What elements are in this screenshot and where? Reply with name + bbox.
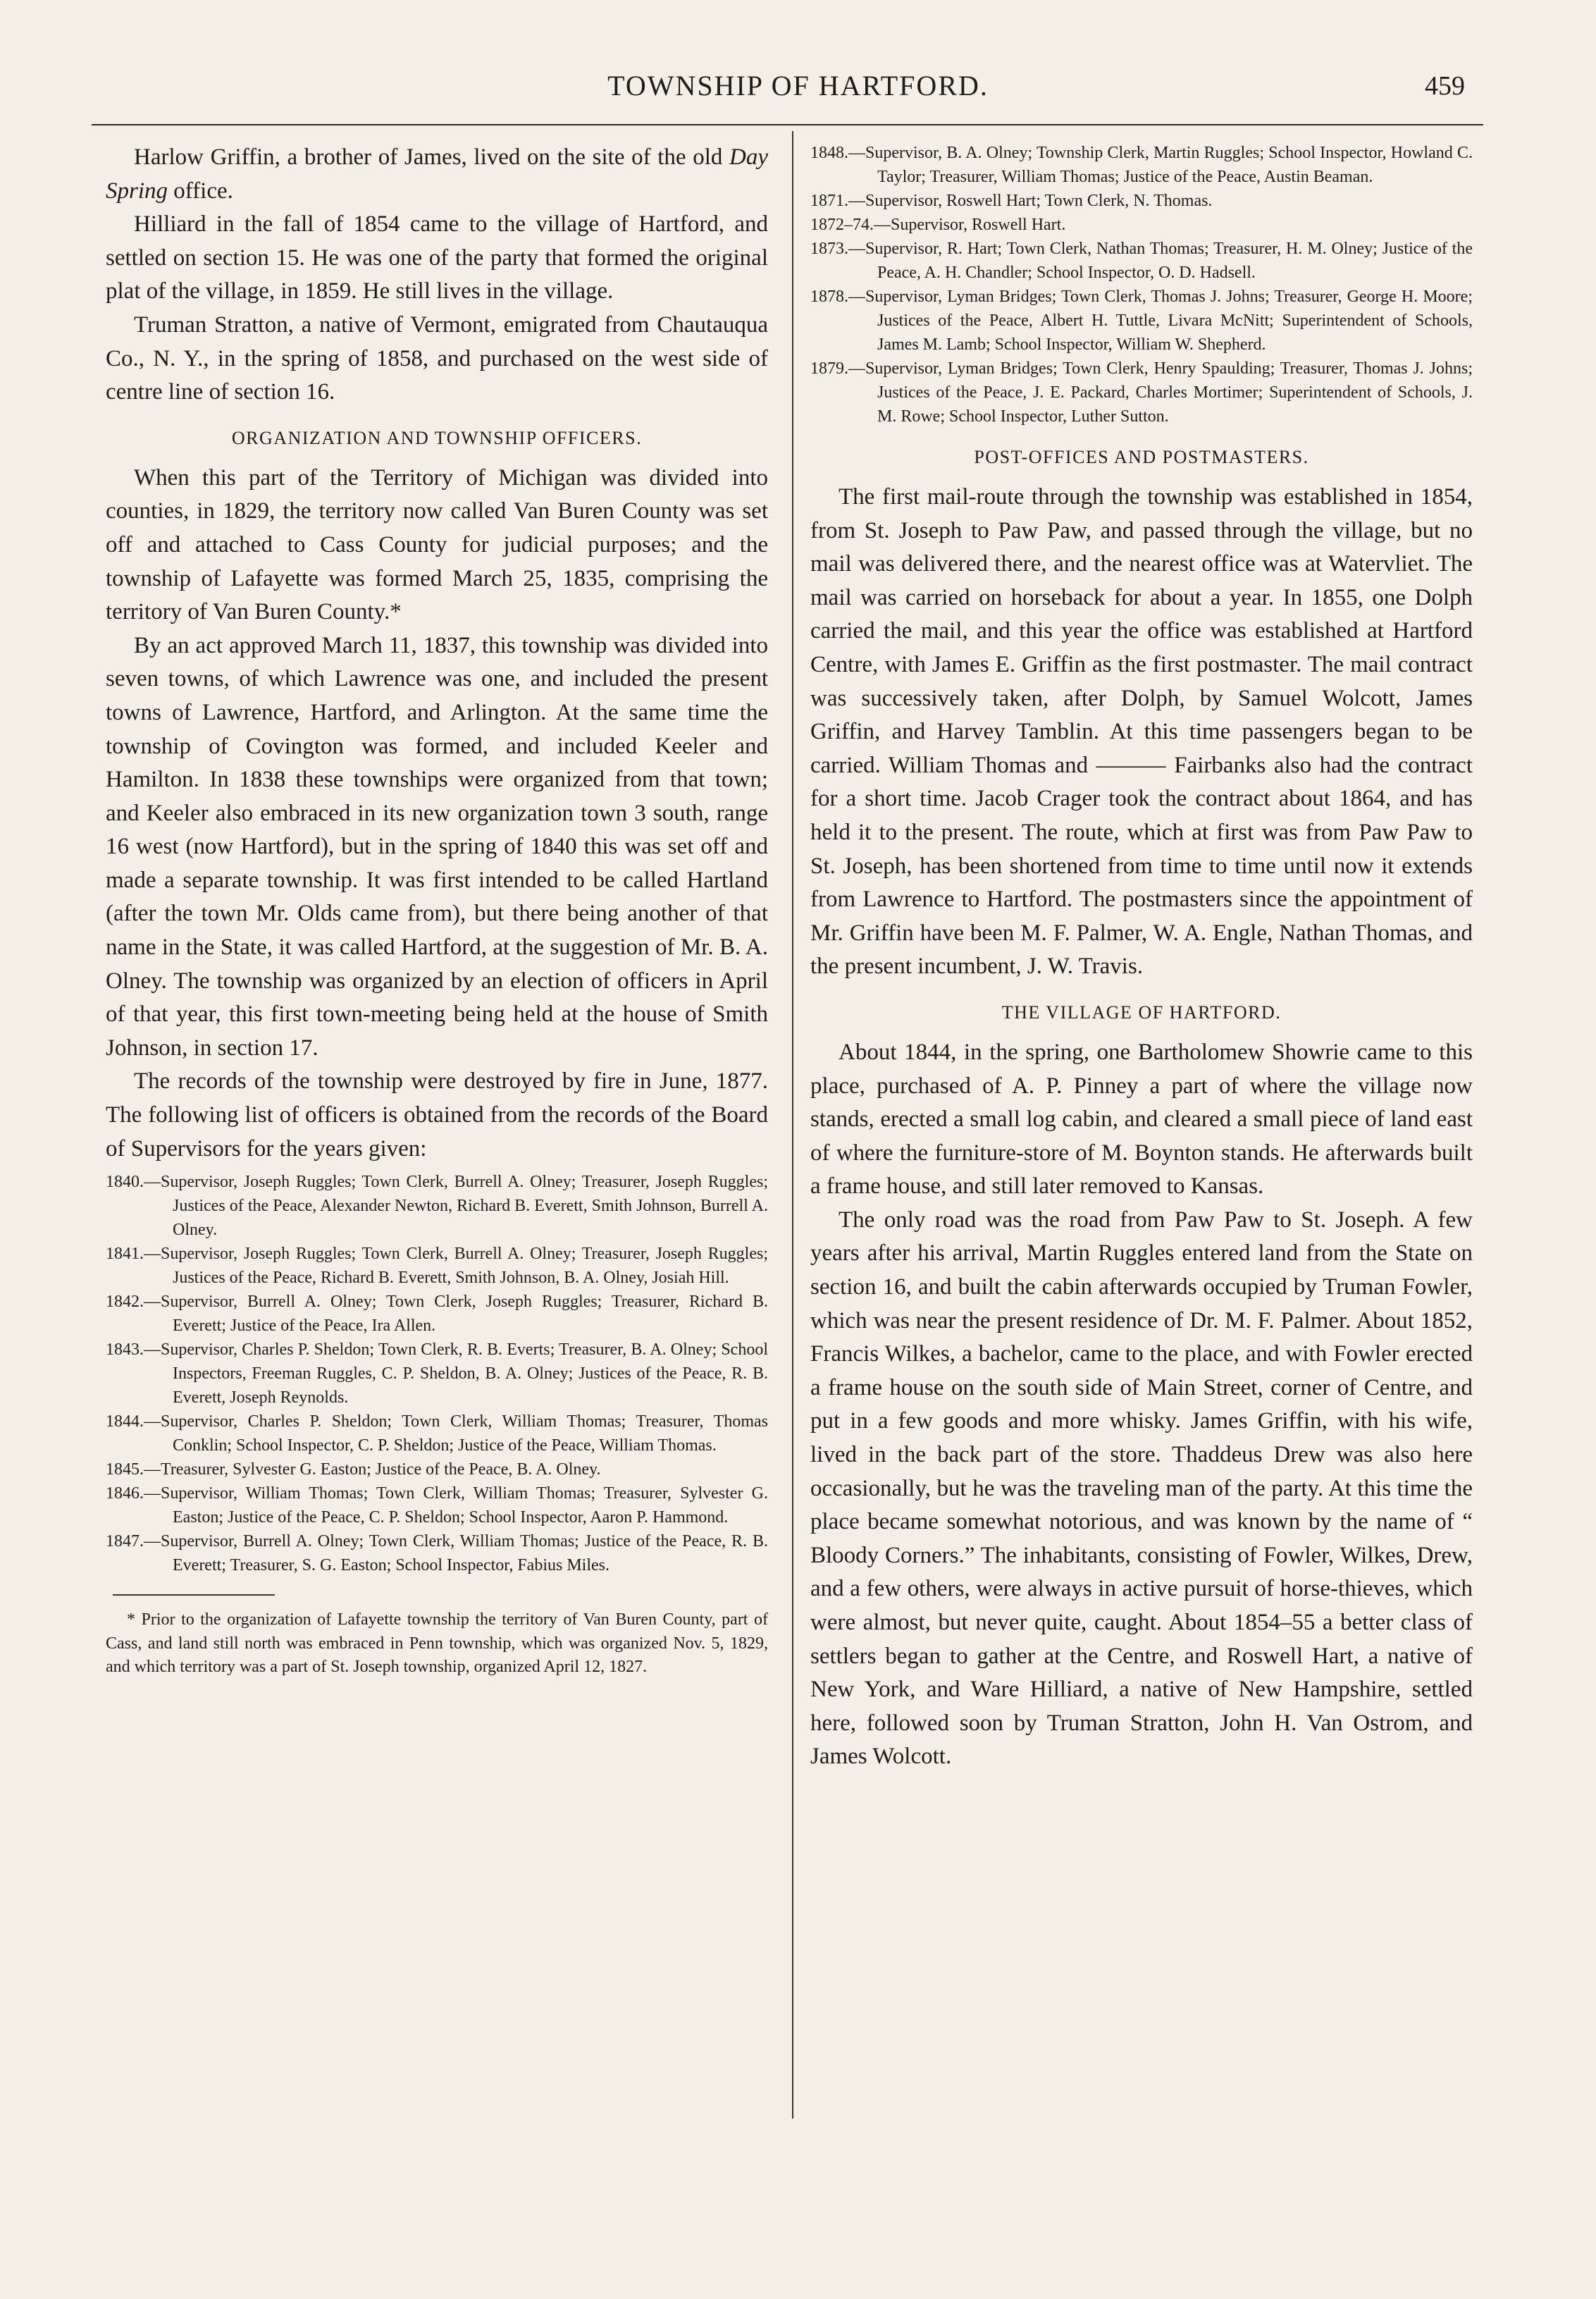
officer-entry-1848: 1848.—Supervisor, B. A. Olney; Township Clerk, Martin Ruggles; School Inspector, Howland C. Taylor; Treasurer, William Thomas; Justice of the Peace, Austin Beaman.	[810, 144, 1473, 186]
paragraph-territory: When this part of the Territory of Michigan was divided into counties, in 1829, the territory now called Van Buren County was set off and attached to Cass County for judicial purposes; and the township of Lafayette was formed March 25, 1835, comprising the territory of Van Buren County.*	[106, 464, 768, 625]
officer-entry-1871: 1871.—Supervisor, Roswell Hart; Town Clerk, N. Thomas.	[810, 192, 1213, 210]
paragraph-mail-route: The first mail-route through the township was established in 1854, from St. Joseph to Paw Paw, and passed through the village, but no mail was delivered there, and the nearest office was at Watervliet. The mail was carried on horseback for about a year. In 1855, one Dolph carried the mail, and this year the office was established at Hartford Centre, with James E. Griffin as the first postmaster. The mail contract was successively taken, after Dolph, by Samuel Wolcott, James Griffin, and Harvey Tamblin. At this time passengers began to be carried. William Thomas and ——— Fairbanks also had the contract for a short time. Jacob Crager took the contract about 1864, and has held it to the present. The route, which at first was from Paw Paw to St. Joseph, has been shortened from time to time until now it extends from Lawrence to Hartford. The postmasters since the appointment of Mr. Griffin have been M. F. Palmer, W. A. Engle, Nathan Thomas, and the present incumbent, J. W. Travis.	[810, 484, 1473, 980]
officer-entry-1844: 1844.—Supervisor, Charles P. Sheldon; Town Clerk, William Thomas; Treasurer, Thomas Conklin; School Inspector, C. P. Sheldon; Justice of the Peace, William Thomas.	[106, 1412, 768, 1455]
footnote-rule	[113, 1594, 275, 1596]
paragraph-hilliard: Hilliard in the fall of 1854 came to the village of Hartford, and settled on section 15. He was one of the party that formed the original plat of the village, in 1859. He still lives in the village.	[106, 211, 768, 304]
officers-list-left	[106, 1170, 768, 1577]
page-number: 459	[1425, 71, 1465, 101]
text-run: Harlow Griffin, a brother of James, lived on the site of the old	[134, 144, 730, 170]
paragraph-harlow-griffin	[106, 141, 768, 208]
column-divider	[792, 131, 793, 2119]
officer-entry-1846: 1846.—Supervisor, William Thomas; Town Clerk, William Thomas; Treasurer, Sylvester G. Easton; Justice of the Peace, C. P. Sheldon; School Inspector, Aaron P. Hammond.	[106, 1484, 768, 1527]
officer-entry-1845: 1845.—Treasurer, Sylvester G. Easton; Justice of the Peace, B. A. Olney.	[106, 1460, 601, 1479]
officer-entry-1847: 1847.—Supervisor, Burrell A. Olney; Town Clerk, William Thomas; Justice of the Peace, R. B. Everett; Treasurer, S. G. Easton; School Inspector, Fabius Miles.	[106, 1532, 768, 1575]
officers-list-right	[810, 141, 1473, 429]
paragraph-truman-stratton: Truman Stratton, a native of Vermont, emigrated from Chautauqua Co., N. Y., in the spring of 1858, and purchased on the west side of centre line of section 16.	[106, 312, 768, 405]
section-heading-post-offices: POST-OFFICES AND POSTMASTERS.	[974, 447, 1309, 467]
running-title: TOWNSHIP OF HARTFORD.	[607, 70, 989, 101]
paragraph-showrie: About 1844, in the spring, one Bartholomew Showrie came to this place, purchased of A. P. Pinney a part of where the village now stands, erected a small log cabin, and cleared a small piece of land east of where the furniture-store of M. Boynton stands. He afterwards built a frame house, and still later removed to Kansas.	[810, 1039, 1473, 1200]
officer-entry-1843: 1843.—Supervisor, Charles P. Sheldon; Town Clerk, R. B. Everts; Treasurer, B. A. Olney; School Inspectors, Freeman Ruggles, C. P. Sheldon, B. A. Olney; Justices of the Peace, R. B. Everett, Joseph Reynolds.	[106, 1340, 768, 1407]
paragraph-records: The records of the township were destroyed by fire in June, 1877. The following list of officers is obtained from the records of the Board of Supervisors for the years given:	[106, 1068, 768, 1161]
officer-entry-1879: 1879.—Supervisor, Lyman Bridges; Town Clerk, Henry Spaulding; Treasurer, Thomas J. Johns; Justices of the Peace, J. E. Packard, Charles Mortimer; Superintendent of Schools, J. M. Rowe; School Inspector, Luther Sutton.	[810, 359, 1473, 426]
paragraph-act-1837: By an act approved March 11, 1837, this township was divided into seven towns, of which Lawrence was one, and included the present towns of Lawrence, Hartford, and Arlington. At the same time the township of Covington was formed, and included Keeler and Hamilton. In 1838 these townships were organized from that town; and Keeler also embraced in its new organization town 3 south, range 16 west (now Hartford), but in the spring of 1840 this was set off and made a separate township. It was first intended to be called Hartland (after the town Mr. Olds came from), but there being another of that name in the State, it was called Hartford, at the suggestion of Mr. B. A. Olney. The township was organized by an election of officers in April of that year, this first town-meeting being held at the house of Smith Johnson, in section 17.	[106, 632, 768, 1061]
section-heading-village: THE VILLAGE OF HARTFORD.	[1001, 1001, 1282, 1023]
officer-entry-1872-74: 1872–74.—Supervisor, Roswell Hart.	[810, 216, 1066, 234]
officer-entry-1878: 1878.—Supervisor, Lyman Bridges; Town Clerk, Thomas J. Johns; Treasurer, George H. Moore; Justices of the Peace, Albert H. Tuttle, Livara McNitt; Superintendent of Schools, James M. Lamb; School Inspector, William W. Shepherd.	[810, 288, 1473, 354]
officer-entry-1840: 1840.—Supervisor, Joseph Ruggles; Town Clerk, Burrell A. Olney; Treasurer, Joseph Ruggles; Justices of the Peace, Alexander Newton, Richard B. Everett, Smith Johnson, Burrell A. Olney.	[106, 1173, 768, 1240]
section-heading-organization: ORGANIZATION AND TOWNSHIP OFFICERS.	[231, 427, 643, 448]
emphasis-day-spring: Day Spring	[106, 144, 768, 204]
officer-entry-1841: 1841.—Supervisor, Joseph Ruggles; Town Clerk, Burrell A. Olney; Treasurer, Joseph Ruggles; Justices of the Peace, Richard B. Everett, Smith Johnson, B. A. Olney, Josiah Hill.	[106, 1245, 768, 1288]
text-run: office.	[168, 178, 233, 204]
page-header	[0, 69, 1596, 111]
officer-entry-1842: 1842.—Supervisor, Burrell A. Olney; Town Clerk, Joseph Ruggles; Treasurer, Richard B. Everett; Justice of the Peace, Ira Allen.	[106, 1293, 768, 1336]
paragraph-only-road: The only road was the road from Paw Paw to St. Joseph. A few years after his arrival, Martin Ruggles entered land from the State on section 16, and built the cabin afterwards occupied by Truman Fowler, which was near the present residence of Dr. M. F. Palmer. About 1852, Francis Wilkes, a bachelor, came to the place, and with Fowler erected a frame house on the south side of Main Street, corner of Centre, and put in a few goods and more whisky. James Griffin, with his wife, lived in the back part of the store. Thaddeus Drew was also here occasionally, but he was the traveling man of the party. At this time the place became somewhat notorious, and was known by the name of “ Bloody Corners.” The inhabitants, consisting of Fowler, Wilkes, Drew, and a few others, were always in active pursuit of horse-thieves, which were almost, but never quite, caught. About 1854–55 a better class of settlers began to gather at the Centre, and Roswell Hart, a native of New York, and Ware Hilliard, a native of New Hampshire, settled here, followed soon by Truman Stratton, John H. Van Ostrom, and James Wolcott.	[810, 1207, 1473, 1770]
officer-entry-1873: 1873.—Supervisor, R. Hart; Town Clerk, Nathan Thomas; Treasurer, H. M. Olney; Justice of the Peace, A. H. Chandler; School Inspector, O. D. Hadsell.	[810, 240, 1473, 282]
right-column	[810, 141, 1473, 1774]
header-rule	[92, 124, 1483, 125]
footnote: * Prior to the organization of Lafayette township the territory of Van Buren County, part of Cass, and land still north was embraced in Penn township, which was organized Nov. 5, 1829, and which territory was a part of St. Joseph township, organized April 12, 1827.	[106, 1610, 768, 1677]
left-column	[106, 141, 768, 1679]
